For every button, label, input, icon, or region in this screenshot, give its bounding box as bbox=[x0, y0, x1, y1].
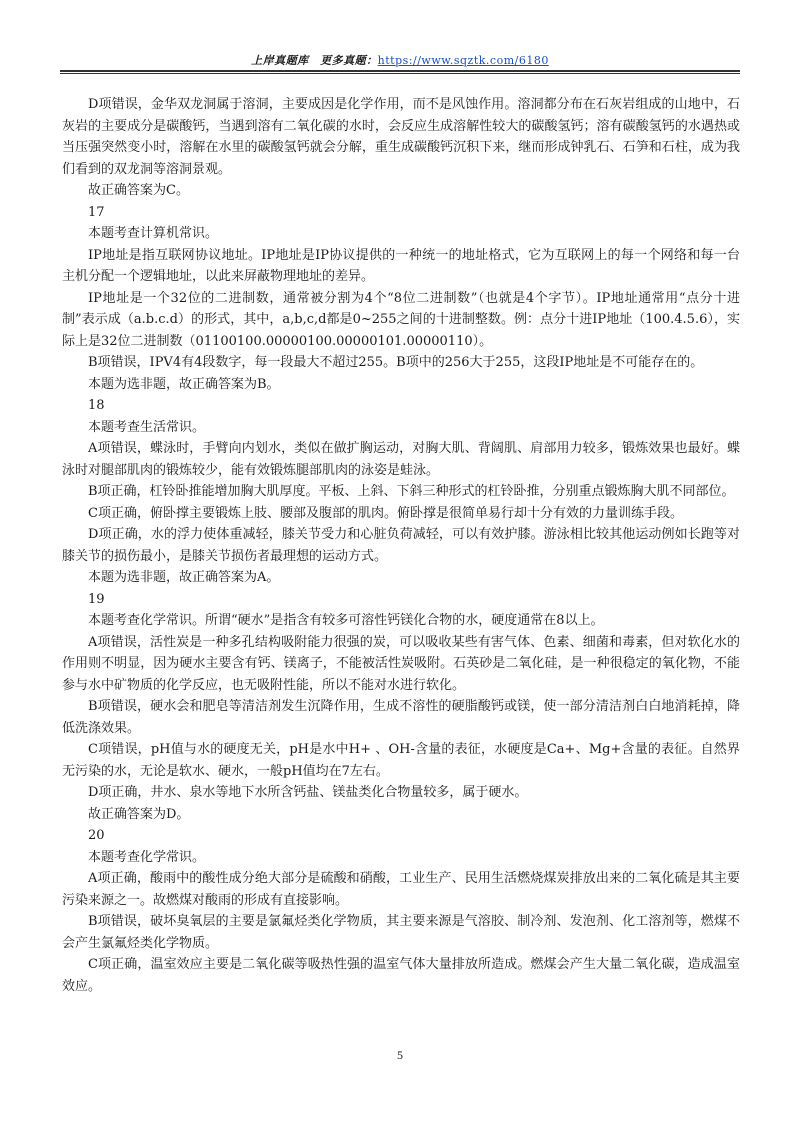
paragraph: 本题为选非题，故正确答案为B。 bbox=[88, 376, 280, 392]
paragraph: 本题考查化学常识。 bbox=[88, 849, 206, 865]
paragraph: 本题考查化学常识。所谓“硬水”是指含有较多可溶性钙镁化合物的水，硬度通常在8以上。 bbox=[88, 613, 604, 628]
paragraph: D项正确，井水、泉水等地下水所含钙盐、镁盐类化合物量较多，属于硬水。 bbox=[88, 785, 528, 800]
paragraph: C项正确，温室效应主要是二氧化碳等吸热性强的温室气体大量排放所造成。燃煤会产生大量二氧化碳，造成温室效应。 bbox=[62, 957, 740, 994]
paragraph: C项错误，pH值与水的硬度无关，pH是水中H+ 、OH-含量的表征，水硬度是Ca+、Mg+含量的表征。自然界无污染的水，无论是软水、硬水，一般pH值均在7左右。 bbox=[62, 742, 740, 779]
paragraph: B项错误，破坏臭氧层的主要是氯氟烃类化学物质，其主要来源是气溶胶、制冷剂、发泡剂、化工溶剂等，燃煤不会产生氯氟烃类化学物质。 bbox=[62, 914, 740, 951]
document-body bbox=[62, 94, 740, 997]
page-number: 5 bbox=[397, 1048, 403, 1062]
paragraph: D项错误，金华双龙洞属于溶洞，主要成因是化学作用，而不是风蚀作用。溶洞都分布在石灰岩组成的山地中，石灰岩的主要成分是碳酸钙，当遇到溶有二氧化碳的水时，会反应生成溶解性较大的碳酸氢钙；溶有碳酸氢钙的水遇热或当压强突然变小时，溶解在水里的碳酸氢钙就会分解，重生成碳酸钙沉积下来，继而形成钟乳石、石笋和石柱，成为我们看到的双龙洞等溶洞景观。 bbox=[62, 97, 740, 177]
paragraph: 故正确答案为D。 bbox=[88, 806, 190, 822]
paragraph: A项正确，酸雨中的酸性成分绝大部分是硫酸和硝酸，工业生产、民用生活燃烧煤炭排放出来的二氧化硫是其主要污染来源之一。故燃煤对酸雨的形成有直接影响。 bbox=[62, 871, 740, 908]
question-number: 18 bbox=[88, 398, 105, 413]
paragraph: IP地址是指互联网协议地址。IP地址是IP协议提供的一种统一的地址格式，它为互联网上的每一个网络和每一台主机分配一个逻辑地址，以此来屏蔽物理地址的差异。 bbox=[62, 247, 740, 284]
question-number: 17 bbox=[88, 204, 105, 220]
question-number: 20 bbox=[88, 828, 105, 843]
header-link[interactable]: https://www.sqztk.com/6180 bbox=[377, 54, 549, 67]
paragraph: 本题考查生活常识。 bbox=[88, 419, 206, 435]
paragraph: 故正确答案为C。 bbox=[88, 183, 189, 198]
header-divider bbox=[60, 70, 740, 74]
paragraph: IP地址是一个32位的二进制数，通常被分割为4个“8位二进制数”（也就是4个字节）。IP地址通常用“点分十进制”表示成（a.b.c.d）的形式，其中，a,b,c,d都是0~255之间的十进制整数。例：点分十进IP地址（100.4.5.6），实际上是32位二进制数（01100100.00000100.00000101.00000110）。 bbox=[62, 290, 740, 349]
paragraph: A项错误，活性炭是一种多孔结构吸附能力很强的炭，可以吸收某些有害气体、色素、细菌和毒素，但对软化水的作用则不明显，因为硬水主要含有钙、镁离子，不能被活性炭吸附。石英砂是二氧化硅，是一种很稳定的氧化物，不能参与水中矿物质的化学反应，也无吸附性能，所以不能对水进行软化。 bbox=[62, 634, 740, 693]
page-header bbox=[60, 52, 740, 68]
paragraph: 本题为选非题，故正确答案为A。 bbox=[88, 570, 280, 585]
paragraph: A项错误，蝶泳时，手臂向内划水，类似在做扩胸运动，对胸大肌、背阔肌、肩部用力较多，锻炼效果也最好。蝶泳时对腿部肌肉的锻炼较少，能有效锻炼腿部肌肉的泳姿是蛙泳。 bbox=[62, 441, 740, 478]
paragraph: C项正确，俯卧撑主要锻炼上肢、腰部及腹部的肌肉。俯卧撑是很简单易行却十分有效的力量训练手段。 bbox=[88, 505, 683, 521]
paragraph: B项正确，杠铃卧推能增加胸大肌厚度。平板、上斜、下斜三种形式的杠铃卧推，分别重点锻炼胸大肌不同部位。 bbox=[88, 484, 735, 499]
paragraph: 本题考查计算机常识。 bbox=[88, 226, 219, 241]
paragraph: B项错误，IPV4有4段数字，每一段最大不超过255。B项中的256大于255，这段IP地址是不可能存在的。 bbox=[88, 355, 704, 370]
question-number: 19 bbox=[88, 591, 105, 607]
paragraph: D项正确，水的浮力使体重减轻，膝关节受力和心脏负荷减轻，可以有效护膝。游泳相比较其他运动例如长跑等对膝关节的损伤最小，是膝关节损伤者最理想的运动方式。 bbox=[62, 527, 740, 564]
paragraph: B项错误，硬水会和肥皂等清洁剂发生沉降作用，生成不溶性的硬脂酸钙或镁，使一部分清洁剂白白地消耗掉，降低洗涤效果。 bbox=[62, 699, 740, 736]
header-prefix: 上岸真题库 更多真题： bbox=[251, 54, 378, 67]
